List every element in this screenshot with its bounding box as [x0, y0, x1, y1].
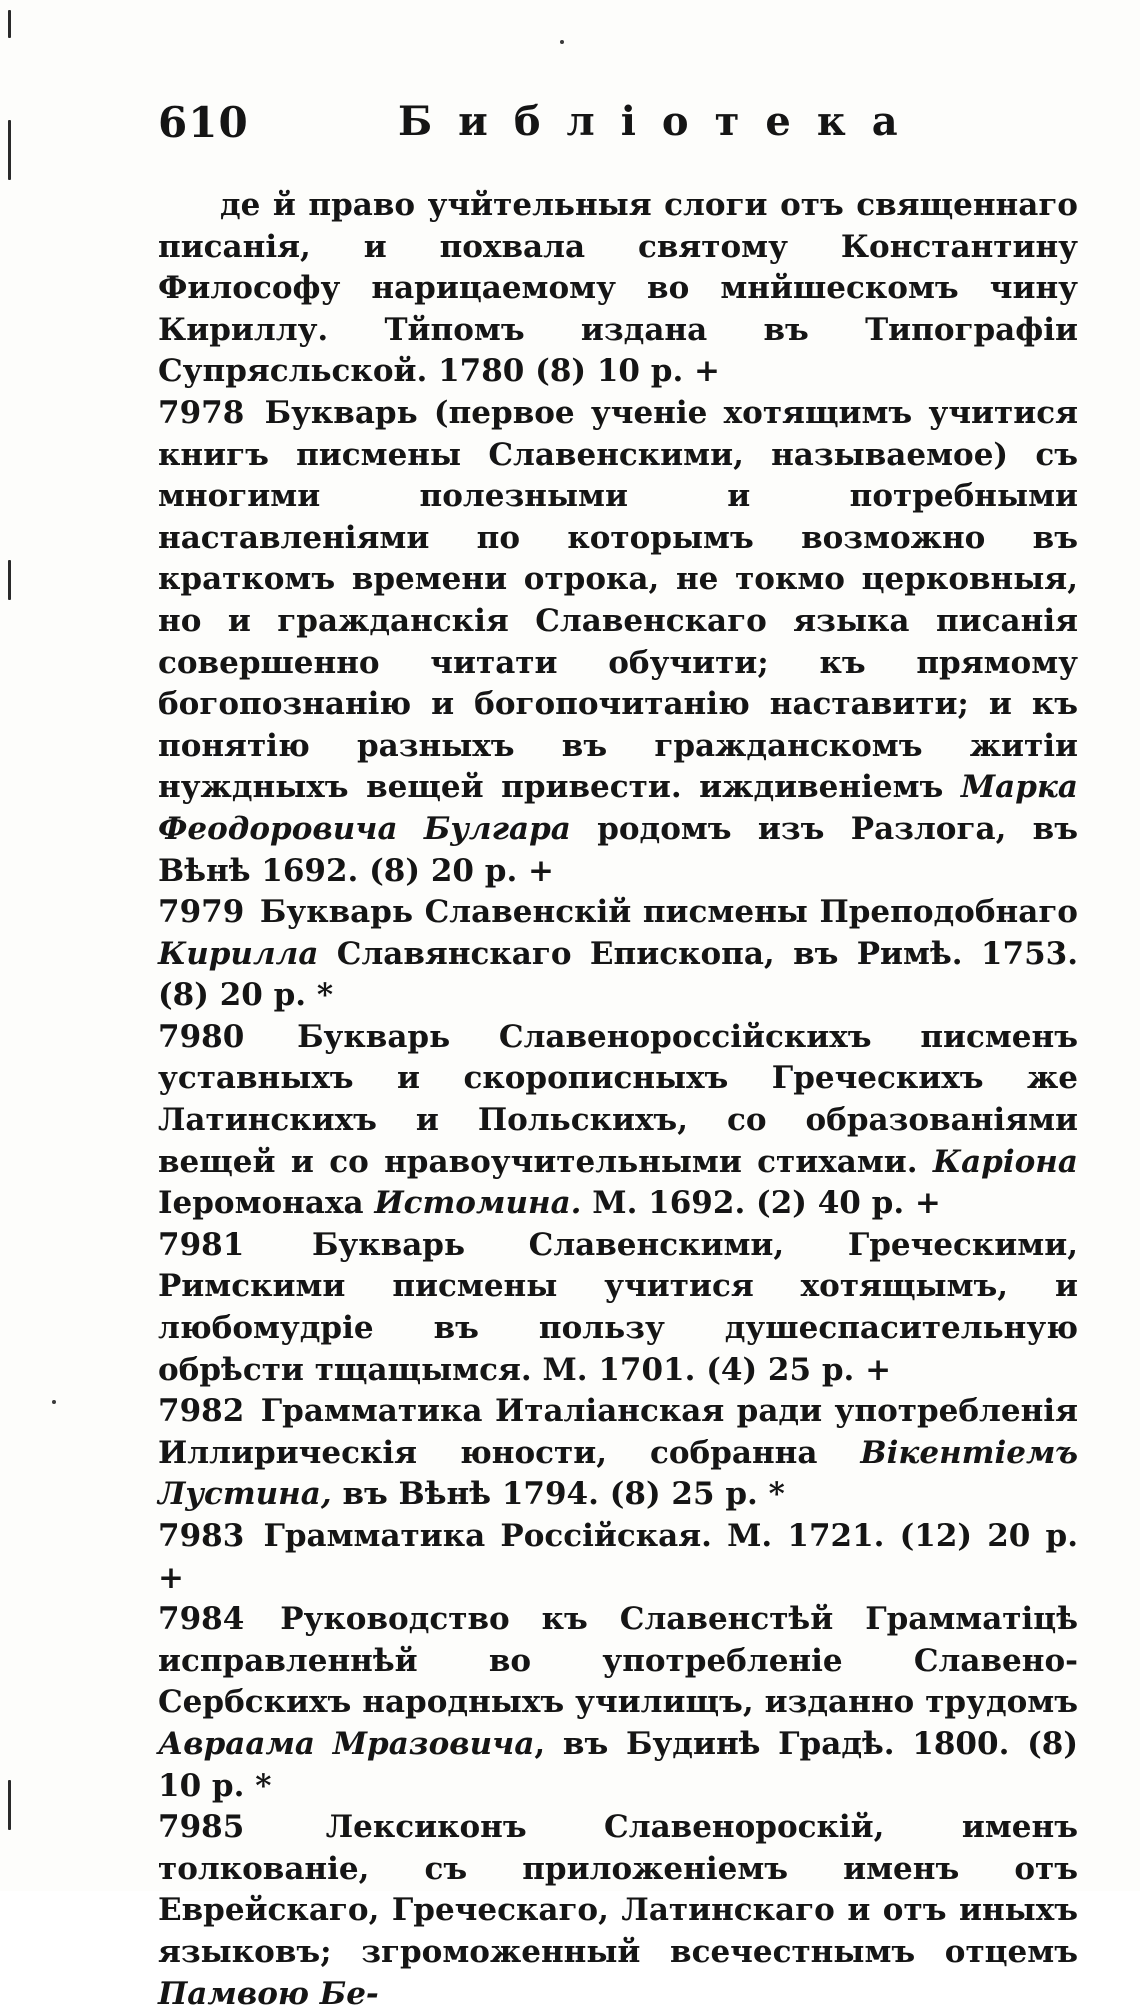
scan-edge-mark — [8, 560, 11, 600]
entry-text: Руководство къ Славенстѣй Грамматіцѣ исправленнѣй во употребленіе Славено-Сербскихъ народныхъ училищъ, изданно трудомъ — [158, 1601, 1078, 1721]
catalog-entries — [158, 393, 1078, 2015]
entry-number: 7981 — [158, 1226, 245, 1263]
entry-author-italic: Вікентіемъ Лустина, — [158, 1434, 1078, 1513]
entry-number: 7978 — [158, 394, 245, 431]
entry-text: Славянскаго Епископа, въ Римѣ. 1753. (8) 20 р. * — [158, 935, 1078, 1014]
continuation-paragraph: де й право учйтельныя слоги отъ священнаго писанія, и похвала святому Константину Философу нарицаемому во мнйшескомъ чину Кириллу. Тйпомъ издана въ Типографіи Супрясльской. 1780 (8) 10 р. + — [158, 187, 1078, 390]
catalog-entry — [158, 393, 1078, 892]
entry-author-italic: Каріона — [932, 1143, 1078, 1180]
catalog-entry — [158, 1599, 1078, 1807]
entry-text: Грамматика Италіанская ради употребленія Иллирическія юности, собранна — [158, 1393, 1078, 1471]
catalog-entry — [158, 1017, 1078, 1225]
entry-text: , въ Будинѣ Градѣ. 1800. (8) 10 р. * — [158, 1725, 1078, 1804]
scan-speck — [52, 1400, 56, 1404]
catalog-entry — [158, 1391, 1078, 1516]
catalog-entry — [158, 1225, 1078, 1391]
entry-author-italic: Истомина. — [374, 1185, 582, 1222]
entry-text: Букварь Славенороссійскихъ писменъ уставныхъ и скорописныхъ Греческихъ же Латинскихъ и Польскихъ, со образованіями вещей и со нравоучительными стихами. — [158, 1018, 1078, 1180]
entry-text: въ Вѣнѣ 1794. (8) 25 р. * — [331, 1476, 785, 1513]
entry-text: М. 1692. (2) 40 р. + — [581, 1185, 941, 1222]
entry-author-italic: Кирилла — [158, 935, 319, 972]
entry-text: Букварь Славенскими, Греческими, Римскими писмены учитися хотящымъ, и любомудріе въ пользу душеспасительную обрѣсти тщащымся. М. 1701. (4) 25 р. + — [158, 1226, 1079, 1388]
entry-author-italic: Авраама Мразовича — [158, 1725, 535, 1762]
entry-number: 7984 — [158, 1601, 245, 1638]
catalog-entry — [158, 892, 1078, 1017]
running-title: Библіотека — [398, 98, 924, 145]
entry-number: 7983 — [158, 1518, 245, 1554]
scan-edge-mark — [8, 120, 11, 180]
entry-text: родомъ изъ Разлога, въ Вѣнѣ 1692. (8) 20 р. + — [158, 810, 1078, 889]
entry-number: 7980 — [158, 1018, 245, 1055]
page-body — [158, 185, 1078, 2015]
page-header — [158, 98, 1078, 158]
entry-number: 7979 — [158, 894, 245, 931]
scan-edge-mark — [8, 1780, 11, 1830]
catalog-entry — [158, 1516, 1078, 1599]
scan-speck — [560, 40, 564, 44]
entry-text: Букварь Славенскій писмены Преподобнаго — [259, 894, 1078, 931]
entry-number: 7985 — [158, 1809, 245, 1846]
catalog-entry — [158, 1807, 1078, 2015]
entry-author-italic: Марка Феодоровича Булгара — [158, 769, 1078, 847]
scan-edge-mark — [8, 10, 11, 38]
entry-author-italic: Памвою Бе- — [158, 1975, 379, 2012]
entry-text: Лексиконъ Славенороскій, именъ толкованіе, съ приложеніемъ именъ отъ Еврейскаго, Греческаго, Латинскаго и отъ иныхъ языковъ; згроможенный всечестнымъ отцемъ — [158, 1809, 1078, 1970]
entry-number: 7982 — [158, 1393, 245, 1430]
entry-text: Грамматика Россійская. М. 1721. (12) 20 р. + — [158, 1518, 1079, 1596]
entry-text: Іеромонаха — [158, 1185, 375, 1222]
page-number: 610 — [158, 98, 249, 147]
entry-text: Букварь (первое ученіе хотящимъ учитися книгъ писмены Славенскими, называемое) съ многими полезными и потребными наставленіями по которымъ возможно въ краткомъ времени отрока, не токмо церковныя, но и гражданскія Славенскаго языка писанія совершенно читати обучити; къ прямому богопознанію и богопочитанію наставити; и къ понятію разныхъ въ гражданскомъ житіи нуждныхъ вещей привести. иждивеніемъ — [158, 394, 1078, 806]
